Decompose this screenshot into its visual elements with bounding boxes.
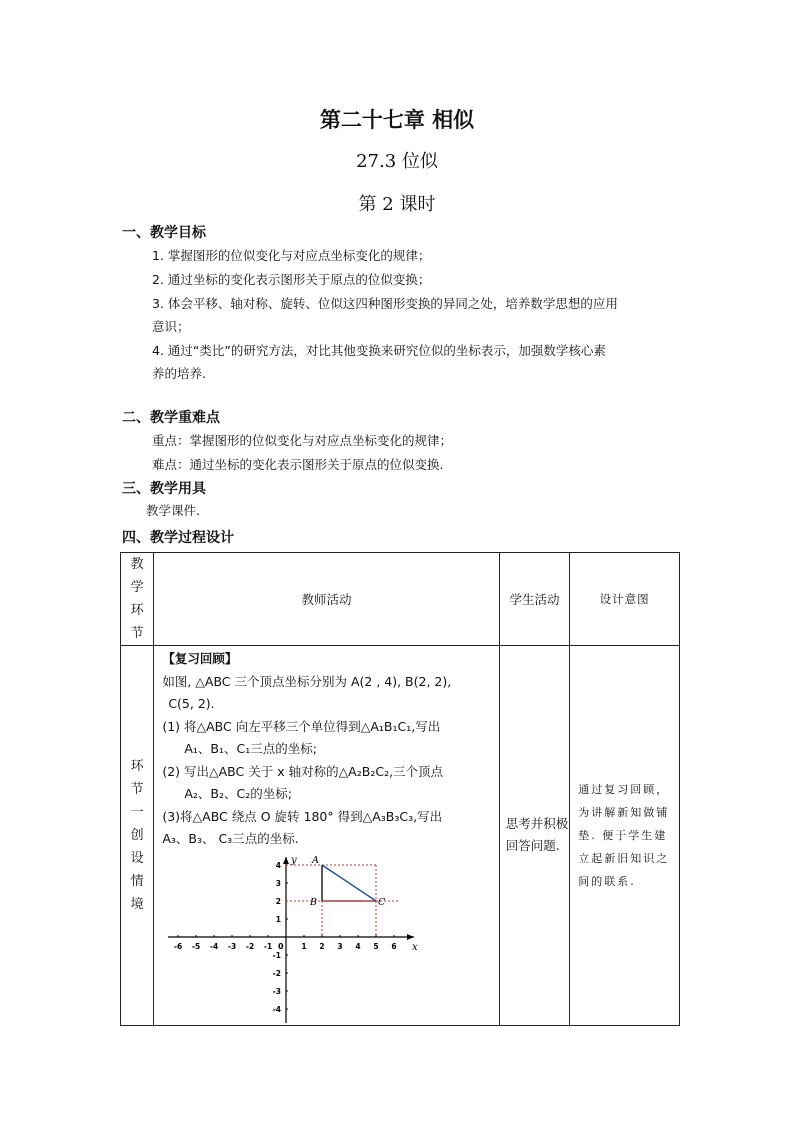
objective-4: 4. 通过“类比”的研究方法，对比其他变换来研究位似的坐标表示，加强数学核心素 bbox=[152, 343, 606, 358]
activity-line: (3)将△ABC 绕点 O 旋转 180° 得到△A₃B₃C₃,写出 bbox=[162, 808, 443, 824]
activity-line: (2) 写出△ABC 关于 x 轴对称的△A₂B₂C₂,三个顶点 bbox=[162, 763, 444, 779]
review-tag: 【复习回顾】 bbox=[162, 651, 238, 666]
x-tick-label: -3 bbox=[228, 941, 237, 951]
point-label-a: A bbox=[312, 854, 320, 866]
header-intent: 设计意图 bbox=[570, 553, 680, 646]
x-tick-label: 1 bbox=[301, 941, 307, 951]
y-axis-label: y bbox=[291, 854, 297, 866]
point-label-c: C bbox=[378, 896, 386, 908]
y-axis-arrow bbox=[283, 857, 289, 864]
process-table bbox=[120, 552, 680, 1026]
table-header-row bbox=[121, 553, 680, 646]
objective-3-cont: 意识； bbox=[152, 319, 190, 334]
activity-line: A₁、B₁、C₁三点的坐标; bbox=[184, 741, 317, 756]
y-tick-label: -4 bbox=[272, 1004, 282, 1014]
activity-line: A₂、B₂、C₂的坐标; bbox=[184, 786, 292, 801]
x-tick-label: 4 bbox=[355, 941, 361, 951]
heading-key-points: 二、教学重难点 bbox=[122, 410, 220, 426]
y-tick-label: -2 bbox=[272, 968, 282, 978]
header-stage: 教学环节 bbox=[121, 553, 154, 646]
objective-1: 1. 掌握图形的位似变化与对应点坐标变化的规律； bbox=[152, 248, 431, 263]
triangle-side-ac bbox=[322, 865, 376, 901]
heading-objectives: 一、教学目标 bbox=[122, 225, 206, 241]
x-axis-label: x bbox=[412, 941, 418, 953]
x-tick-label: 5 bbox=[373, 941, 379, 951]
activity-line: 如图, △ABC 三个顶点坐标分别为 A(2 , 4), B(2, 2), bbox=[162, 673, 452, 689]
chapter-title: 第二十七章 相似 bbox=[319, 108, 475, 132]
key-point: 重点：掌握图形的位似变化与对应点坐标变化的规律； bbox=[152, 433, 453, 448]
tools-text: 教学课件. bbox=[146, 503, 200, 518]
coordinate-graph bbox=[162, 853, 432, 1025]
teacher-activity-cell bbox=[154, 646, 499, 1026]
heading-process: 四、教学过程设计 bbox=[122, 530, 234, 546]
x-tick-label: -5 bbox=[192, 941, 201, 951]
y-tick-label: 2 bbox=[276, 896, 282, 906]
x-tick-label: -4 bbox=[210, 941, 219, 951]
x-axis-arrow bbox=[407, 934, 414, 940]
x-tick-label: -2 bbox=[246, 941, 255, 951]
y-tick-label: 1 bbox=[276, 914, 282, 924]
origin-label: 0 bbox=[278, 941, 284, 951]
objective-3: 3. 体会平移、轴对称、旋转、位似这四种图形变换的异同之处，培养数学思想的应用 bbox=[152, 296, 618, 311]
x-tick-label: 6 bbox=[391, 941, 397, 951]
point-label-b: B bbox=[310, 896, 318, 908]
activity-line: C(5, 2). bbox=[168, 696, 215, 711]
y-tick-label: 3 bbox=[276, 878, 282, 888]
activity-line: (1) 将△ABC 向左平移三个单位得到△A₁B₁C₁,写出 bbox=[162, 718, 441, 734]
header-teacher: 教师活动 bbox=[154, 553, 499, 646]
x-tick-label: 3 bbox=[337, 941, 343, 951]
design-intent-cell: 通过复习回顾，为讲解新知做铺垫. 便于学生建立起新旧知识之间的联系. bbox=[570, 646, 680, 1026]
table-row bbox=[121, 646, 680, 1026]
x-tick-label: -1 bbox=[264, 941, 273, 951]
y-tick-label: -3 bbox=[272, 986, 282, 996]
student-activity-cell: 思考并积极回答问题. bbox=[499, 646, 570, 1026]
y-tick-label: 4 bbox=[276, 860, 282, 870]
section-title: 27.3 位似 bbox=[356, 151, 438, 172]
header-student: 学生活动 bbox=[499, 553, 570, 646]
y-tick-label: -1 bbox=[272, 950, 282, 960]
x-tick-label: -6 bbox=[174, 941, 183, 951]
lesson-title: 第 2 课时 bbox=[358, 194, 436, 215]
objective-2: 2. 通过坐标的变化表示图形关于原点的位似变换； bbox=[152, 272, 431, 287]
activity-line: A₃、B₃、 C₃三点的坐标. bbox=[162, 831, 299, 846]
x-tick-label: 2 bbox=[319, 941, 325, 951]
difficult-point: 难点：通过坐标的变化表示图形关于原点的位似变换. bbox=[152, 457, 444, 472]
objective-4-cont: 养的培养. bbox=[152, 366, 206, 381]
heading-tools: 三、教学用具 bbox=[122, 481, 206, 497]
stage-cell: 环节一创设情境 bbox=[121, 646, 154, 1026]
